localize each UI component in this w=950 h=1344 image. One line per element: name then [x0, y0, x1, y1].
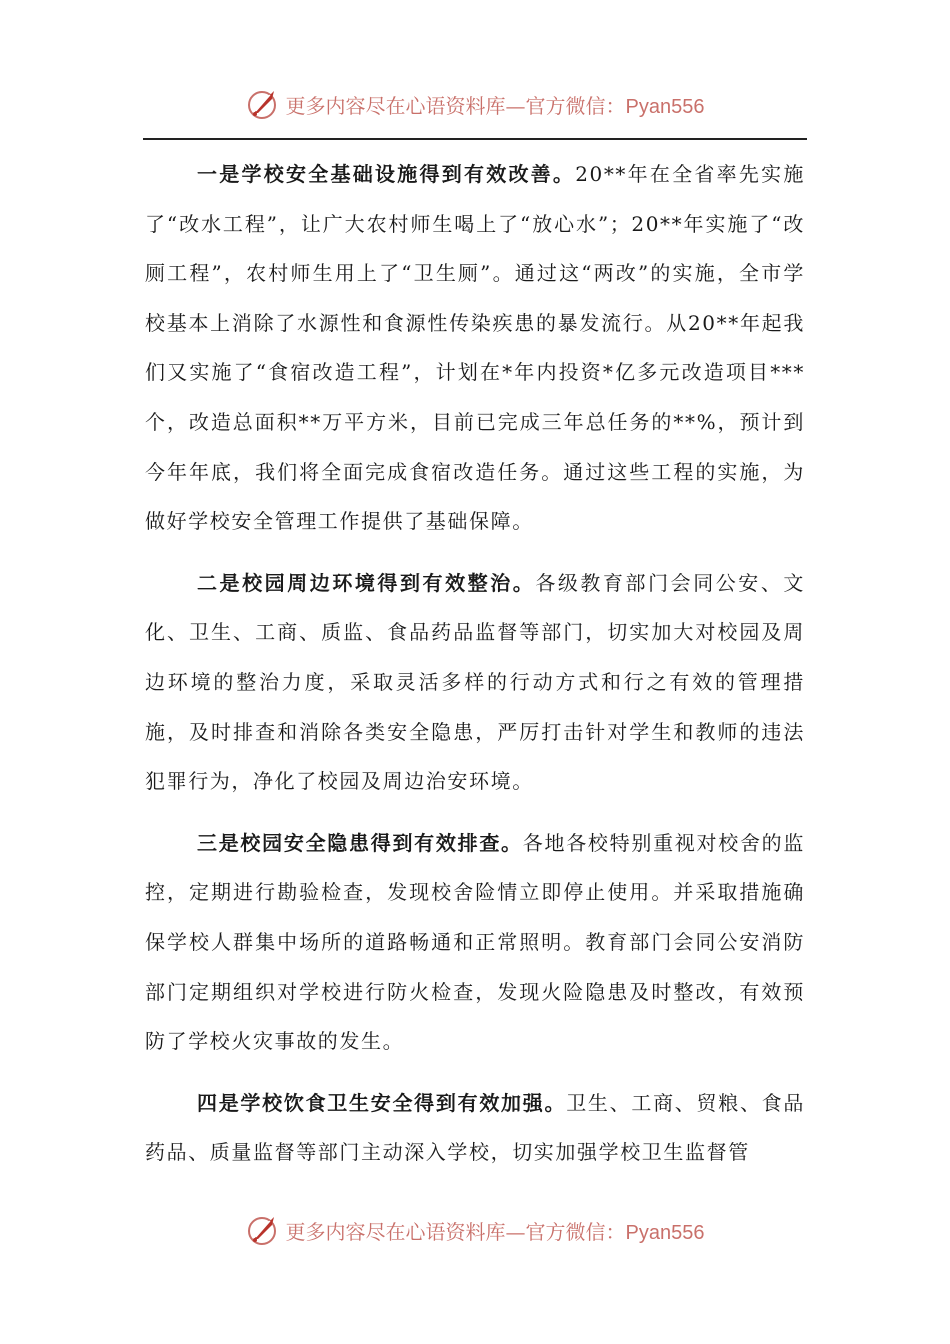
paragraph-2	[145, 559, 805, 807]
quill-pen-logo-icon	[246, 1213, 280, 1247]
quill-pen-logo-icon	[246, 87, 280, 121]
paragraph-4	[145, 1079, 805, 1178]
header-divider	[143, 138, 807, 140]
paragraph-2-body: 各级教育部门会同公安、文化、卫生、工商、质监、食品药品监督等部门，切实加大对校园及周边环境的整治力度，采取灵活多样的行动方式和行之有效的管理措施，及时排查和消除各类安全隐患，严厉打击针对学生和教师的违法犯罪行为，净化了校园及周边治安环境。	[145, 570, 806, 794]
banner-text	[286, 1216, 705, 1245]
wechat-id: Pyan556	[625, 1221, 705, 1244]
paragraph-2-lead: 二是校园周边环境得到有效整治。	[197, 570, 536, 595]
wechat-id: Pyan556	[625, 95, 705, 118]
paragraph-1	[145, 150, 805, 547]
paragraph-3	[145, 819, 805, 1067]
paragraph-1-body: 20**年在全省率先实施了“改水工程”，让广大农村师生喝上了“放心水”；20**年实施了“改厕工程”，农村师生用上了“卫生厕”。通过这“两改”的实施，全市学校基本上消除了水源性和食源性传染疾患的暴发流行。从20**年起我们又实施了“食宿改造工程”，计划在*年内投资*亿多元改造项目***个，改造总面积**万平方米，目前已完成三年总任务的**%，预计到今年年底，我们将全面完成食宿改造任务。通过这些工程的实施，为做好学校安全管理工作提供了基础保障。	[145, 162, 806, 534]
paragraph-3-body: 各地各校特别重视对校舍的监控，定期进行勘验检查，发现校舍险情立即停止使用。并采取措施确保学校人群集中场所的道路畅通和正常照明。教育部门会同公安消防部门定期组织对学校进行防火检查，发现火险隐患及时整改，有效预防了学校火灾事故的发生。	[145, 830, 805, 1054]
paragraph-3-lead: 三是校园安全隐患得到有效排查。	[197, 830, 523, 855]
brand-text: 更多内容尽在心语资料库—官方微信：	[285, 93, 626, 118]
header-banner	[0, 84, 950, 124]
paragraph-1-lead: 一是学校安全基础设施得到有效改善。	[197, 162, 576, 186]
banner-text	[286, 90, 705, 119]
brand-text: 更多内容尽在心语资料库—官方微信：	[285, 1219, 626, 1244]
paragraph-4-lead: 四是学校饮食卫生安全得到有效加强。	[197, 1090, 567, 1115]
document-body	[145, 150, 805, 1190]
paragraph-4-body: 卫生、工商、贸粮、食品药品、质量监督等部门主动深入学校，切实加强学校卫生监督管	[145, 1090, 805, 1165]
footer-banner	[0, 1210, 950, 1250]
